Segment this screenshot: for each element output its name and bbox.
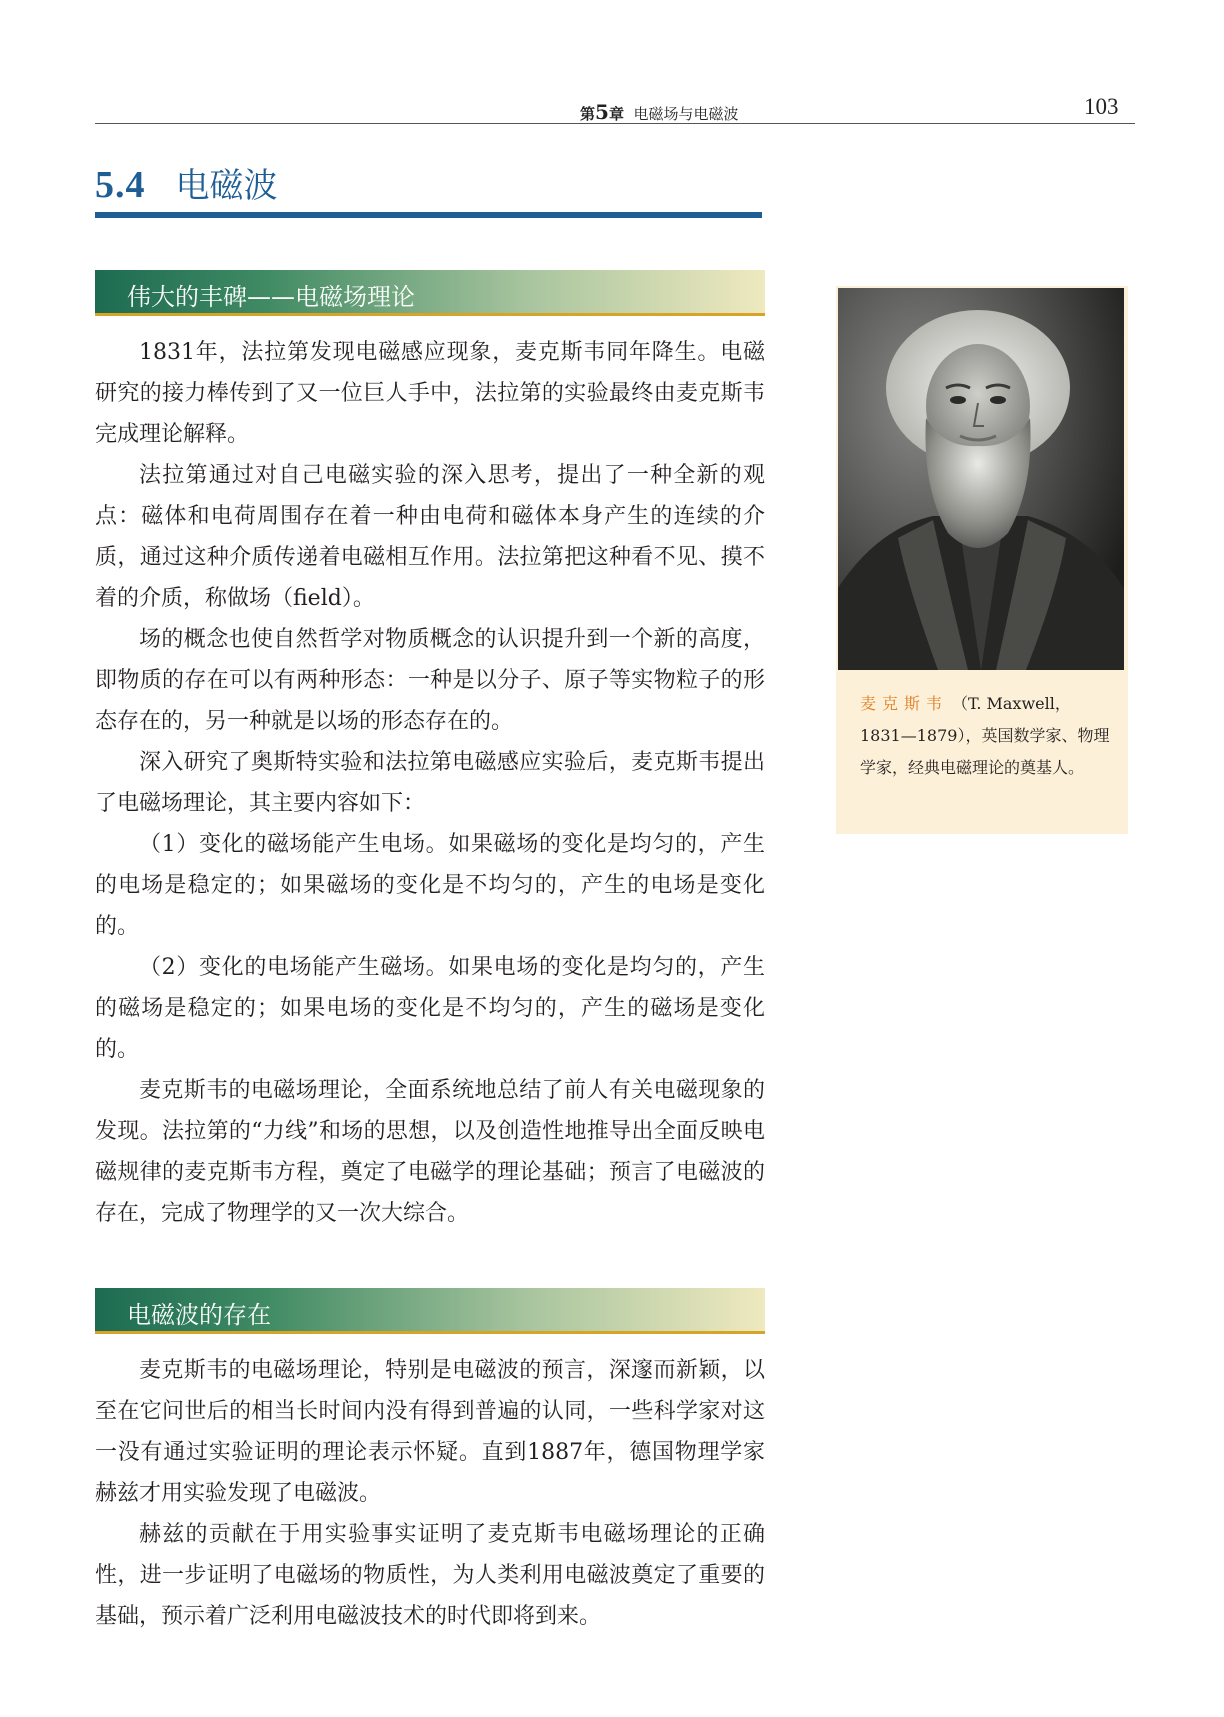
section-rule — [95, 212, 762, 218]
chapter-title: 电磁场与电磁波 — [633, 105, 739, 123]
caption-text: （T. Maxwell，1831—1879），英国数学家、物理学家，经典电磁理论的奠基人。 — [860, 694, 1110, 777]
subsection-heading-bar — [95, 270, 765, 316]
subsection-heading-bar — [95, 1288, 765, 1334]
subsection-body — [95, 332, 765, 1234]
subsection-title: 伟大的丰碑——电磁场理论 — [127, 283, 415, 311]
paragraph: 1831年，法拉第发现电磁感应现象，麦克斯韦同年降生。电磁研究的接力棒传到了又一位巨人手中，法拉第的实验最终由麦克斯韦完成理论解释。 — [95, 340, 765, 447]
paragraph: 深入研究了奥斯特实验和法拉第电磁感应实验后，麦克斯韦提出了电磁场理论，其主要内容如下： — [95, 750, 765, 816]
section-title: 电磁波 — [175, 166, 278, 206]
chapter-suffix: 章 — [608, 105, 624, 123]
paragraph: 赫兹的贡献在于用实验事实证明了麦克斯韦电磁场理论的正确性，进一步证明了电磁场的物质性，为人类利用电磁波奠定了重要的基础，预示着广泛利用电磁波技术的时代即将到来。 — [95, 1522, 765, 1629]
subsection-body — [95, 1350, 765, 1637]
paragraph: （2）变化的电场能产生磁场。如果电场的变化是均匀的，产生的磁场是稳定的；如果电场的变化是不均匀的，产生的磁场是变化的。 — [95, 955, 765, 1062]
paragraph: （1）变化的磁场能产生电场。如果磁场的变化是均匀的，产生的电场是稳定的；如果磁场的变化是不均匀的，产生的电场是变化的。 — [95, 832, 765, 939]
section-heading — [95, 158, 278, 207]
figure-caption — [860, 688, 1110, 784]
page-number: 103 — [1084, 94, 1119, 119]
paragraph: 法拉第通过对自己电磁实验的深入思考，提出了一种全新的观点：磁体和电荷周围存在着一种由电荷和磁体本身产生的连续的介质，通过这种介质传递着电磁相互作用。法拉第把这种看不见、摸不着的介质，称做场（field）。 — [95, 463, 765, 611]
subsection-title: 电磁波的存在 — [127, 1301, 271, 1329]
chapter-number: 5 — [595, 100, 609, 124]
section-number: 5.4 — [95, 164, 146, 206]
paragraph: 场的概念也使自然哲学对物质概念的认识提升到一个新的高度，即物质的存在可以有两种形态：一种是以分子、原子等实物粒子的形态存在的，另一种就是以场的形态存在的。 — [95, 627, 765, 734]
maxwell-portrait-image — [838, 288, 1124, 670]
header-rule — [95, 123, 1135, 124]
portrait-figure — [836, 286, 1128, 834]
caption-name: 麦克斯韦 — [860, 694, 949, 713]
chapter-prefix: 第 — [580, 105, 596, 123]
running-head — [580, 100, 739, 124]
paragraph: 麦克斯韦的电磁场理论，特别是电磁波的预言，深邃而新颖，以至在它问世后的相当长时间内没有得到普遍的认同，一些科学家对这一没有通过实验证明的理论表示怀疑。直到1887年，德国物理学家赫兹才用实验发现了电磁波。 — [95, 1358, 765, 1506]
paragraph: 麦克斯韦的电磁场理论，全面系统地总结了前人有关电磁现象的发现。法拉第的“力线”和场的思想，以及创造性地推导出全面反映电磁规律的麦克斯韦方程，奠定了电磁学的理论基础；预言了电磁波的存在，完成了物理学的又一次大综合。 — [95, 1078, 765, 1226]
